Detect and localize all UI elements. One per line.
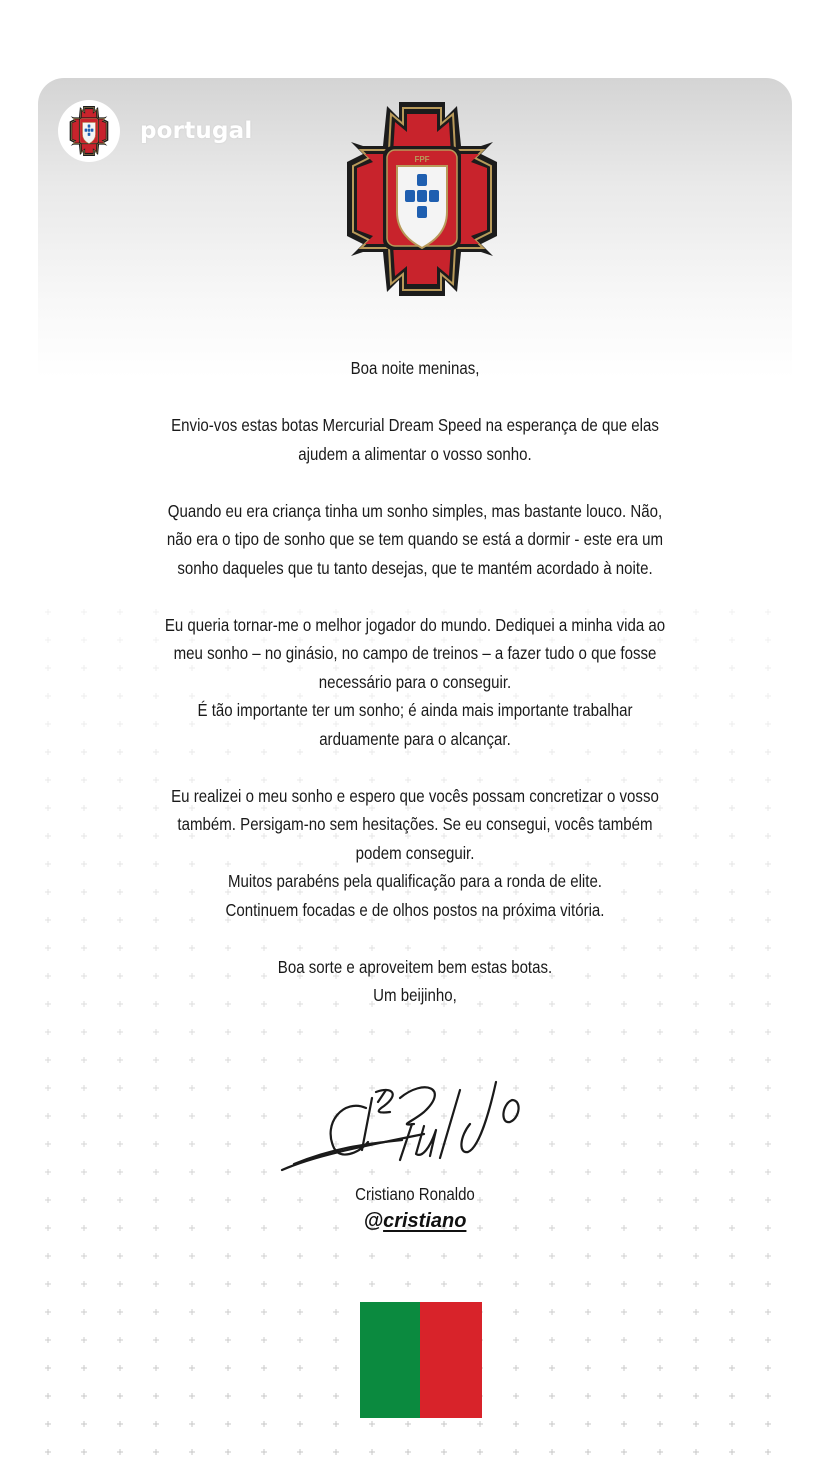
portugal-flag-icon: [360, 1302, 482, 1418]
mention-handle[interactable]: [38, 1210, 792, 1233]
fpf-crest-icon: [69, 106, 109, 156]
letter-paragraph-2: [91, 497, 739, 583]
account-avatar[interactable]: [58, 100, 120, 162]
letter-line: Muitos parabéns pela qualificação para a ronda de elite.: [228, 871, 602, 891]
letter-paragraph-3: [91, 611, 739, 754]
letter-greeting: Boa noite meninas,: [350, 358, 480, 378]
account-username[interactable]: portugal: [140, 118, 253, 144]
letter-line: arduamente para o alcançar.: [319, 728, 511, 749]
letter-line: meu sonho – no ginásio, no campo de treinos – a fazer tudo o que fosse: [173, 643, 657, 663]
letter-line: É tão importante ter um sonho; é ainda mais importante trabalhar: [197, 700, 633, 720]
letter-paragraph-4: [91, 782, 739, 925]
mention-username[interactable]: cristiano: [383, 1210, 467, 1232]
letter-line: Envio-vos estas botas Mercurial Dream Speed na esperança de que elas: [171, 415, 659, 435]
fpf-crest-icon: [347, 102, 497, 296]
signature-icon: [274, 1068, 544, 1178]
flag-green-band: [360, 1302, 420, 1418]
letter-line: ajudem a alimentar o vosso sonho.: [298, 443, 532, 464]
letter-line: Um beijinho,: [373, 985, 457, 1005]
letter-paragraph-1: [91, 411, 739, 468]
letter-line: sonho daqueles que tu tanto desejas, que te mantém acordado à noite.: [177, 557, 653, 578]
letter-body: [91, 354, 739, 1038]
letter-line: também. Persigam-no sem hesitações. Se eu consegui, vocês também: [177, 814, 653, 834]
letter-line: Continuem focadas e de olhos postos na próxima vitória.: [225, 899, 605, 920]
letter-line: podem conseguir.: [355, 842, 475, 863]
signature-name: Cristiano Ronaldo: [355, 1184, 475, 1204]
letter-line: Quando eu era criança tinha um sonho simples, mas bastante louco. Não,: [167, 500, 663, 521]
story-card: [38, 78, 792, 1472]
letter-line: não era o tipo de sonho que se tem quando se está a dormir - este era um: [166, 529, 664, 549]
flag-red-band: [420, 1302, 482, 1418]
letter-line: Eu queria tornar-me o melhor jogador do mundo. Dediquei a minha vida ao: [164, 614, 666, 635]
story-header: [58, 100, 252, 162]
mention-at: @: [363, 1210, 384, 1232]
letter-line: Eu realizei o meu sonho e espero que vocês possam concretizar o vosso: [171, 785, 659, 806]
svg-text:FPF: FPF: [414, 155, 430, 164]
letter-line: Boa sorte e aproveitem bem estas botas.: [277, 956, 553, 977]
letter-line: necessário para o conseguir.: [318, 671, 512, 692]
letter-closing: [91, 953, 739, 1010]
